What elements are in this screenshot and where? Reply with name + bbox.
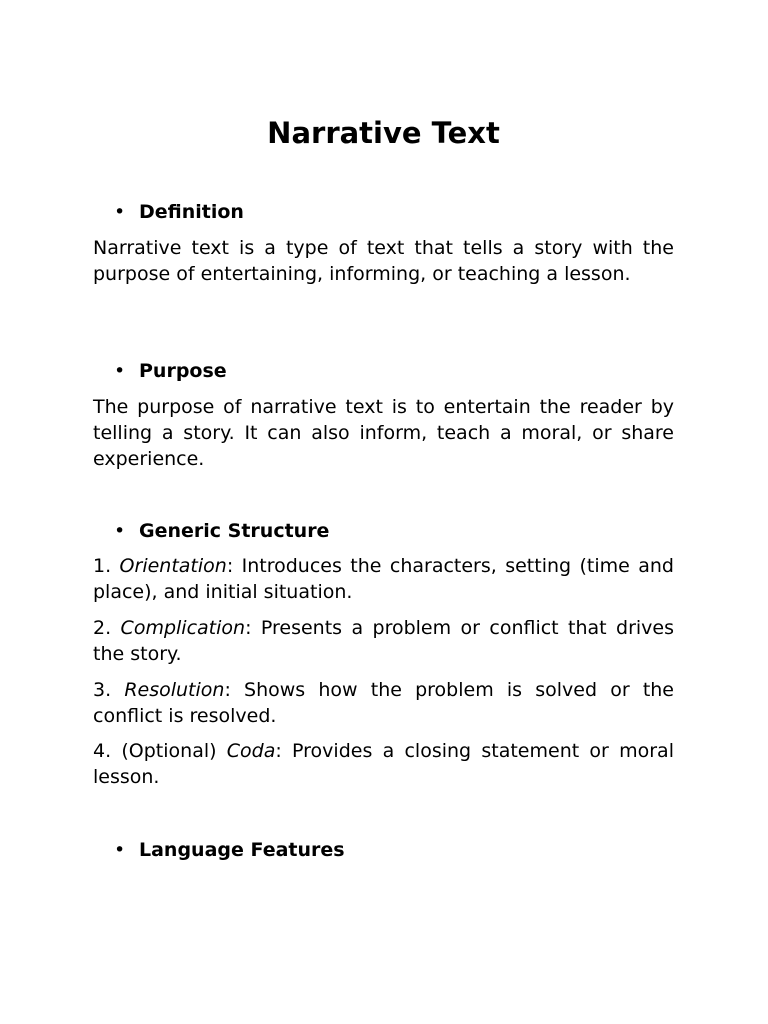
section-heading-generic-structure — [93, 518, 674, 544]
page-title: Narrative Text — [267, 116, 500, 150]
structure-item-number: 1. — [93, 555, 120, 577]
definition-paragraph: Narrative text is a type of text that tells a story with the purpose of entertaining, informing, or teaching a lesson. — [93, 237, 674, 285]
structure-item-resolution — [93, 677, 674, 729]
purpose-paragraph: The purpose of narrative text is to entertain the reader by telling a story. It can also inform, teach a moral, or share experience. — [93, 396, 674, 470]
structure-item-text: : Provides a closing statement or moral lesson. — [93, 740, 674, 788]
structure-item-number: 2. — [93, 617, 121, 639]
section-heading-label: Purpose — [139, 360, 227, 382]
structure-item-term: Complication — [120, 617, 246, 639]
structure-item-number: 3. — [93, 679, 125, 701]
section-heading-label: Language Features — [139, 839, 345, 861]
bullet-icon: • — [114, 520, 126, 542]
section-heading-label: Definition — [139, 201, 244, 223]
section-heading-language-features — [93, 837, 674, 863]
bullet-icon: • — [114, 360, 126, 382]
section-heading-label: Generic Structure — [139, 520, 330, 542]
structure-item-number: 4. (Optional) — [93, 740, 227, 762]
section-heading-definition — [93, 199, 674, 225]
structure-item-text: : Shows how the problem is solved or the conflict is resolved. — [93, 679, 675, 727]
structure-item-term: Coda — [226, 740, 276, 762]
structure-item-term: Resolution — [124, 679, 225, 701]
structure-item-term: Orientation — [119, 555, 227, 577]
structure-item-text: : Presents a problem or conflict that drives the story. — [93, 617, 675, 665]
structure-item-orientation — [93, 553, 674, 605]
bullet-icon: • — [114, 839, 126, 861]
bullet-icon: • — [114, 201, 126, 223]
structure-item-text: : Introduces the characters, setting (time and place), and initial situation. — [93, 555, 674, 603]
structure-item-coda — [93, 738, 674, 790]
section-heading-purpose — [93, 358, 674, 384]
structure-item-complication — [93, 615, 674, 667]
